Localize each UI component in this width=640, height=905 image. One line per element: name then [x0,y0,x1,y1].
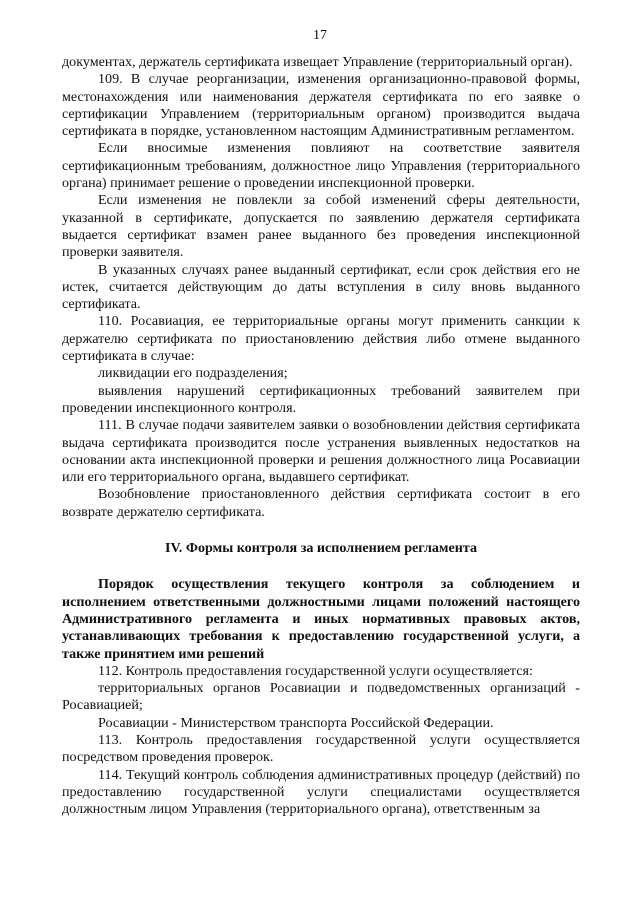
paragraph: ликвидации его подразделения; [98,365,288,382]
sub-heading: Порядок осуществления текущего контроля за соблюдением и исполнением ответственными должностными лицами положений настоящего Административного регламента и иных нормативных правовых актов, устанавливающих требования к предоставлению государственной услуги, а также принятием ими решений [62,576,580,662]
paragraph: Если вносимые изменения повлияют на соответствие заявителя сертификационным требованиям, должностное лицо Управления (территориального органа) принимает решение о проведении инспекционной проверки. [62,140,580,192]
paragraph: 114. Текущий контроль соблюдения административных процедур (действий) по предоставлению государственной услуги специалистами осуществляется должностным лицом Управления (территориального органа), ответственным за [62,766,580,818]
document-body [62,54,580,818]
paragraph: 113. Контроль предоставления государственной услуги осуществляется посредством проведения проверок. [62,731,580,766]
paragraph: документах, держатель сертификата извещает Управление (территориальный орган). [62,54,573,70]
paragraph: В указанных случаях ранее выданный сертификат, если срок действия его не истек, считается действующим до даты вступления в силу вновь выданного сертификата. [62,261,580,313]
paragraph: выявления нарушений сертификационных требований заявителем при проведении инспекционного контроля. [62,382,580,416]
paragraph: Росавиации - Министерством транспорта Российской Федерации. [98,714,494,731]
paragraph: 111. В случае подачи заявителем заявки о возобновлении действия сертификата выдача сертификата производится после устранения выявленных недостатков на основании акта инспекционной проверки и решения должностного лица Росавиации или его территориального органа, выдавшего сертификат. [62,417,580,486]
paragraph: Если изменения не повлекли за собой изменений сферы деятельности, указанной в сертификате, допускается по заявлению держателя сертификата выдается сертификат взамен ранее выданного без проведения инспекционной проверки заявителя. [62,192,580,261]
page-number: 17 [313,28,327,43]
paragraph: территориальных органов Росавиации и подведомственных организаций - Росавиацией; [62,680,580,714]
section-title: IV. Формы контроля за исполнением регламента [164,540,478,557]
paragraph: 112. Контроль предоставления государственной услуги осуществляется: [98,662,533,679]
paragraph: Возобновление приостановленного действия сертификата состоит в его возврате держателю сертификата. [62,486,580,520]
paragraph: 110. Росавиация, ее территориальные органы могут применить санкции к держателю сертификата по приостановлению действия либо отмене выданного сертификата в случае: [62,313,580,365]
paragraph: 109. В случае реорганизации, изменения организационно-правовой формы, местонахождения или наименования держателя сертификата по его заявке о сертификации Управлением (территориальным органом) производится выдача сертификата в порядке, установленном настоящим Административным регламентом. [62,71,580,140]
